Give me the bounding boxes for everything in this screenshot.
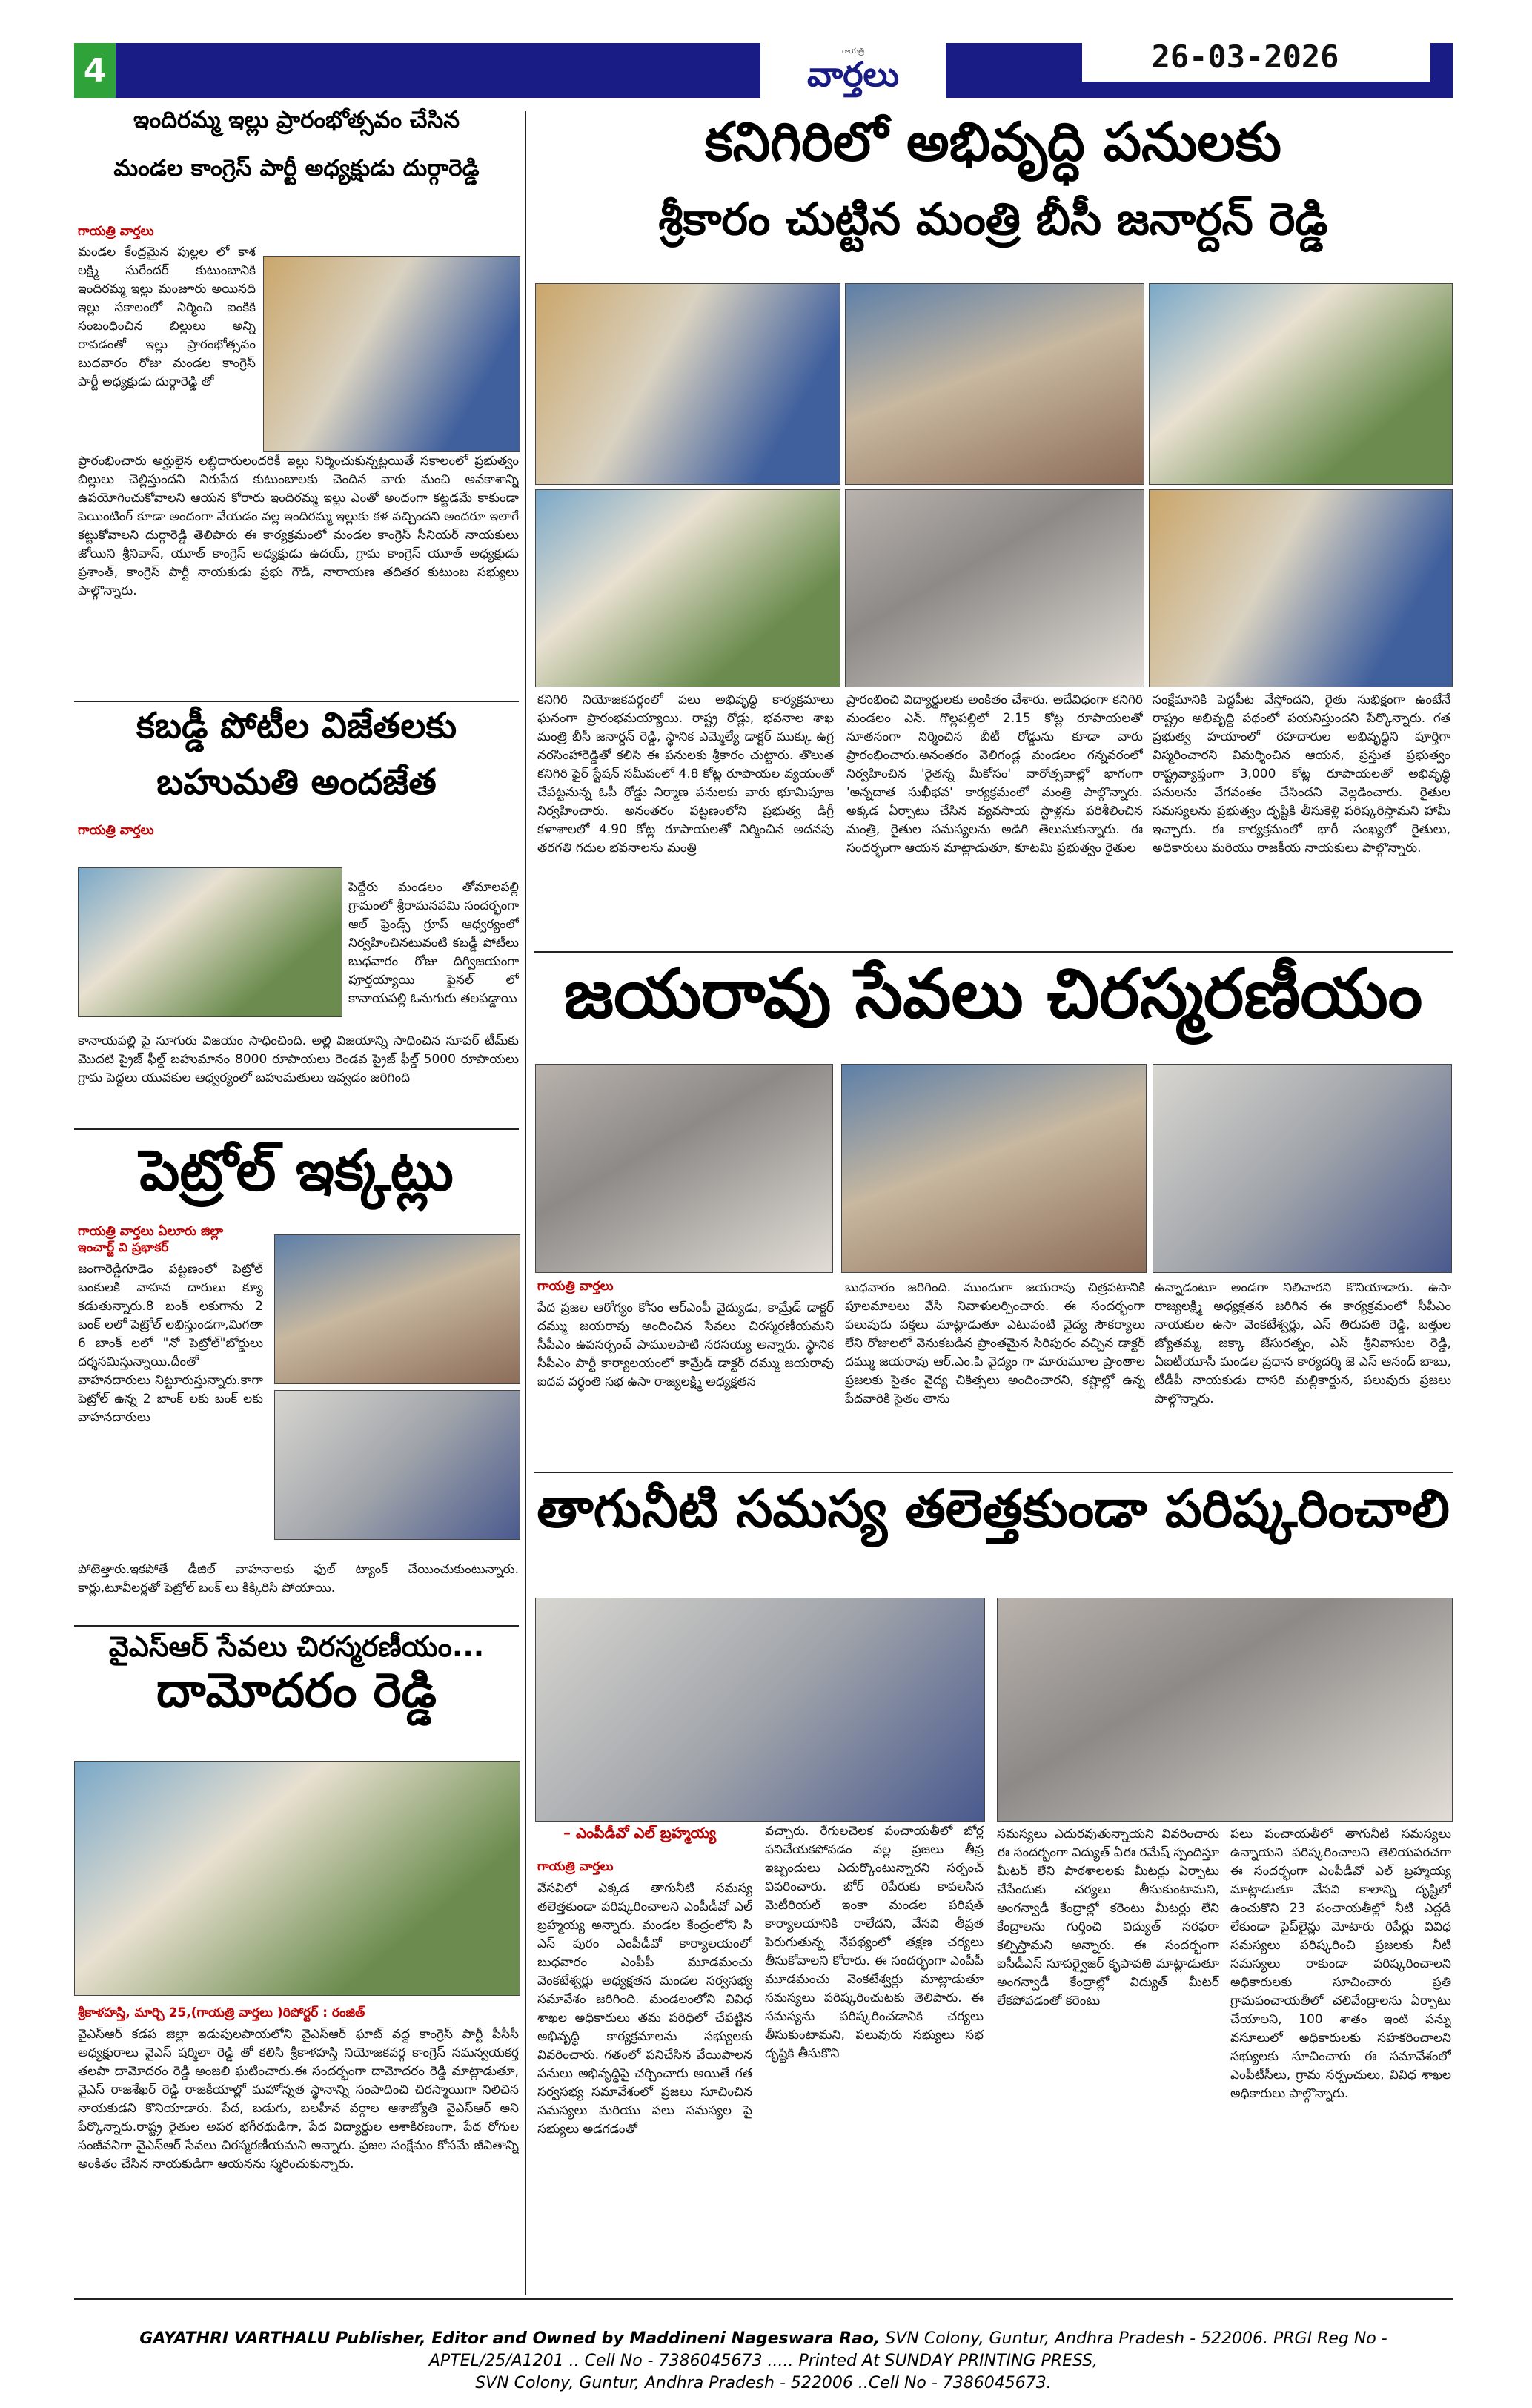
left-story2-headline-1: కబడ్డీ పోటీల విజేతలకు bbox=[136, 705, 457, 747]
left-story1-photo bbox=[263, 256, 520, 452]
left-story2-body-top: పెద్దేరు మండలం తోమాలపల్లి గ్రామంలో శ్రీరామనవమి సందర్భంగా ఆల్ ఫ్రెండ్స్ గ్రూప్ ఆధ్వర్యంలో నిర్వహించినటువంటి కబడ్డీ పోటీలు బుధవారం రోజు దిగ్విజయంగా పూర్తయ్యాయి ఫైనల్ లో కానాయపల్లి ఓనుగురు తలపడ్డాయి bbox=[348, 880, 519, 1006]
separator bbox=[74, 1128, 519, 1130]
left-story4-photo bbox=[74, 1761, 520, 1996]
left-story4-body: వైఎస్ఆర్ కడప జిల్లా ఇడుపులపాయలోని వైఎస్ఆర్ ఘాట్ వద్ద కాంగ్రెస్ పార్టీ పీసీసీ అధ్యక్షురాలు వైఎస్ షర్మిలా రెడ్డి తో కలిసి శ్రీకాళహస్తి నియోజకవర్గ కాంగ్రెస్ సమన్వయకర్త తలపా దామోదరం రెడ్డి అంజలి ఘటించారు.ఈ సందర్భంగా దామోదరం రెడ్డి మాట్లాడుతూ, వైఎస్ రాజశేఖర్ రెడ్డి రాజకీయాల్లో మహోన్నత స్థానాన్ని సంపాదించి చిరస్మాయిగా నిలిచిన నాయకుడని కొనియాడారు. పేద, బడుగు, బలహీన వర్గాల ఆశాజ్యోతి వైఎస్ఆర్ అని పేర్కొన్నారు.రాష్ట్ర రైతుల అపర భగీరథుడిగా, పేద విద్యార్థుల ఆశాకిరణంగా, పేద రోగుల సంజీవనిగా వైఎస్ఆర్ సేవలు చిరస్మరణీయమని అన్నారు. ప్రజల సంక్షేమం కోసమే జీవితాన్ని అంకితం చేసిన నాయకుడిగా ఆయనను స్మరించుకున్నారు. bbox=[78, 2027, 519, 2172]
logo-text: వార్తలు bbox=[806, 54, 900, 94]
left-story1-body-bottom: ప్రారంభించారు అర్హులైన లబ్ధిదారులందరికీ ఇల్లు నిర్మించుకున్నట్లయితే సకాలంలో ప్రభుత్వం బిల్లులు చెల్లిస్తుందని నిరుపేద కుటుంబాలకు చెందిన వారు మంచి అవకాశాన్ని ఉపయోగించుకోవాలని ఆయన కోరారు ఇందిరమ్మ ఇల్లు ఎంతో అందంగా కట్టడమే కాకుండా పెయింటింగ్ కూడా అందంగా వేయడం వల్ల ఇందిరమ్మ ఇల్లుకు కళ వచ్చిందని అందరూ ఇలాగే కట్టుకోవాలని దుర్గారెడ్డి తెలిపారు ఈ కార్యక్రమంలో మండల కాంగ్రెస్ సీనియర్ నాయకులు జోయిని శ్రీనివాస్, యూత్ కాంగ్రెస్ అధ్యక్షుడు ఉదయ్, గ్రామ కాంగ్రెస్ యూత్ అధ్యక్షుడు ప్రశాంత్, కాంగ్రెస్ పార్టీ నాయకుడు ప్రభు గౌడ్, నారాయణ తదితర కుటుంబ సభ్యులు పాల్గొన్నారు. bbox=[78, 454, 519, 598]
right-story3-col4: పలు పంచాయతీలో తాగునీటి సమస్యలు ఉన్నాయని పరిష్కరించాలని తెలియపరచగా ఈ సందర్భంగా ఎంపీడీవో ఎల్ బ్రహ్మయ్య మాట్లాడుతూ వేసవి కాలాన్ని దృష్టిలో ఉంచుకొని 23 పంచాయతీల్లో నీటి ఎద్దడి లేకుండా పైప్‌లైన్లు మోటారు రిపేర్లు వివిధ సమస్యలు పరిష్కరించి ప్రజలకు నీటి సమస్యలు రాకుండా పరిష్కరించాలని అధికారులకు సూచించారు ప్రతి గ్రామపంచాయతీలో చలివేంద్రాలను ఏర్పాటు చేయాలని, 100 శాతం ఇంటి పన్ను వసూలులో అధికారులకు సహకరించాలని సభ్యులకు సూచించారు ఈ సమావేశంలో ఎంపీటీసీలు, గ్రామ సర్పంచులు, వివిధ శాఖల అధికారులు పాల్గొన్నారు. bbox=[1230, 1827, 1451, 2101]
left-story3-photo-2 bbox=[274, 1390, 520, 1540]
left-story1-headline-1: ఇందిరమ్మ ఇల్లు ప్రారంభోత్సవం చేసిన bbox=[133, 107, 460, 133]
right-story2-headline: జయరావు సేవలు చిరస్మరణీయం bbox=[563, 954, 1423, 1033]
left-story2-byline: గాయత్రి వార్తలు bbox=[78, 823, 154, 838]
left-story2-headline-2: బహుమతి అందజేత bbox=[156, 761, 437, 803]
right-story3-col2: వచ్చారు. రేగులచెలక పంచాయతీలో బోర్ల పనిచేయకపోవడం వల్ల ప్రజలు తీవ్ర ఇబ్బందులు ఎదుర్కొంటున్నారని సర్పంచ్ వివరించారు. బోర్ రిపేరుకు కావలసిన మెటీరియల్ ఇంకా మండల పరిషత్ కార్యాలయానికి రాలేదని, వేసవి తీవ్రత పెరుగుతున్న నేపథ్యంలో తక్షణ చర్యలు తీసుకోవాలని కోరారు. ఈ సందర్భంగా ఎంపీపీ మూడమంచు వెంకటేశ్వర్లు మాట్లాడుతూ సమస్యలు పరిష్కరించుటకు తెలిపారు. ఈ సమస్యను పరిష్కరించడానికి చర్యలు తీసుకుంటామని, పలువురు సభ్యులు సభ దృష్టికి తీసుకొని bbox=[765, 1824, 984, 2061]
column-divider bbox=[525, 111, 526, 2295]
right-story3-headline: తాగునీటి సమస్య తలెత్తకుండా పరిష్కరించాలి bbox=[537, 1478, 1450, 1539]
right-story1-photo-1 bbox=[535, 283, 840, 485]
right-story2-col2: బుధవారం జరిగింది. ముందుగా జయరావు చిత్రపటానికి పూలమాలలు వేసి నివాళులర్పించారు. ఈ సందర్భంగా పలువురు వక్తలు మాట్లాడుతూ ఎటువంటి వైద్య సౌకర్యాలు లేని రోజులలో వెనుకబడిన ప్రాంతమైన సిరిపురం వచ్చిన డాక్టర్ దమ్ము జయరావు ఆర్.ఎం.పి వైద్యం గా మారుమూల ప్రాంతాల ప్రజలకు సైతం వైద్య చికిత్సలు అందించారని, కష్టాల్లో ఉన్న పేదవారికి సైతం తాను bbox=[845, 1280, 1145, 1406]
right-story1-photo-4 bbox=[535, 489, 840, 687]
imprint-footer bbox=[74, 2328, 1453, 2395]
footer-rule bbox=[74, 2298, 1453, 2300]
right-story2-byline: గాయత్రి వార్తలు bbox=[537, 1279, 614, 1294]
right-story1-headline-2: శ్రీకారం చుట్టిన మంత్రి బీసీ జనార్దన్ రెడ్డి bbox=[658, 194, 1328, 245]
right-story1-photo-6 bbox=[1149, 489, 1453, 687]
right-story1-col1: కనిగిరి నియోజకవర్గంలో పలు అభివృద్ధి కార్యక్రమాలు ఘనంగా ప్రారంభమయ్యాయి. రాష్ట్ర రోడ్లు, భవనాల శాఖ మంత్రి బీసీ జనార్దన్ రెడ్డి, స్థానిక ఎమ్మెల్యే డాక్టర్ ముక్కు ఉగ్ర నరసింహారెడ్డితో కలిసి ఈ పనులకు శ్రీకారం చుట్టారు. తొలుత కనిగిరి ఫైర్ స్టేషన్ సమీపంలో 4.8 కోట్ల రూపాయల వ్యయంతో చేపట్టనున్న ఓపీ రోడ్డు నిర్మాణ పనులకు వారు భూమిపూజ నిర్వహించారు. అనంతరం పట్టణంలోని ప్రభుత్వ డిగ్రీ కళాశాలలో 4.90 కోట్ల రూపాయలతో నిర్మించిన అదనపు తరగతి గదుల భవనాలను మంత్రి bbox=[537, 692, 834, 856]
right-story3-col1: వేసవిలో ఎక్కడ తాగునీటి సమస్య తలెత్తకుండా పరిష్కరించాలని ఎంపీడీవో ఎల్ బ్రహ్మయ్య అన్నారు. మండల కేంద్రంలోని సి ఎస్ పురం ఎంపీడీవో కార్యాలయంలో బుధవారం ఎంపీపీ మూడమంచు వెంకటేశ్వర్లు అధ్యక్షతన మండల సర్వసభ్య సమావేశం జరిగింది. మండలంలోని వివిధ శాఖల అధికారులు తమ పరిధిలో చేపట్టిన అభివృద్ధి కార్యక్రమాలను సభ్యులకు వివరించారు. గతంలో పనిచేసిన వేయిపాలన పనులు అభివృద్ధిపై చర్చించారు అయితే గత సర్వసభ్య సమావేశంలో ప్రజలు సూచించిన సమస్యలు మరియు పలు సమస్యల పై సభ్యులు అడగడంతో bbox=[537, 1881, 752, 2137]
right-story1-photo-5 bbox=[845, 489, 1144, 687]
separator bbox=[74, 1625, 519, 1627]
left-story4-byline: శ్రీకాళహస్తి, మార్చి 25,(గాయత్రి వార్తలు )రిపోర్టర్ : రంజిత్ bbox=[78, 2005, 365, 2020]
separator bbox=[74, 701, 519, 702]
right-story1-col2: ప్రారంభించి విద్యార్థులకు అంకితం చేశారు. అదేవిధంగా కనిగిరి మండలం ఎన్. గొల్లపల్లిలో 2.15 కోట్ల రూపాయలతో నూతనంగా నిర్మించిన బీటీ రోడ్డును కూడా వారు ప్రారంభించారు.అనంతరం వెలిగండ్ల మండలం గన్నవరంలో నిర్వహించిన 'రైతన్న మీకోసం' వారోత్సవాల్లో భాగంగా 'అన్నదాత సుఖీభవ' కార్యక్రమంలో మంత్రి పాల్గొన్నారు. అక్కడ ఏర్పాటు చేసిన వ్యవసాయ స్టాళ్లను పరిశీలించిన మంత్రి, రైతుల సమస్యలను అడిగి తెలుసుకున్నారు. ఈ సందర్భంగా ఆయన మాట్లాడుతూ, కూటమి ప్రభుత్వం రైతుల bbox=[846, 692, 1143, 856]
masthead-logo bbox=[760, 37, 946, 101]
left-story1-headline-2: మండల కాంగ్రెస్ పార్టీ అధ్యక్షుడు దుర్గారెడ్డి bbox=[113, 155, 480, 182]
right-story3-byline: గాయత్రి వార్తలు bbox=[537, 1859, 614, 1874]
right-story1-col3: సంక్షేమానికి పెద్దపీట వేస్తోందని, రైతు సుభిక్షంగా ఉంటేనే రాష్ట్రం అభివృద్ధి పథంలో పయనిస్తుందని పేర్కొన్నారు. గత ప్రభుత్వ హయాంలో రహదారుల అభివృద్ధిని పూర్తిగా విస్మరించారని విమర్శించిన ఆయన, ప్రస్తుత ప్రభుత్వం రాష్ట్రవ్యాప్తంగా 3,000 కోట్ల రూపాయలతో అభివృద్ధి పనులను వేగవంతం చేసిందని వెల్లడించారు. రైతుల సమస్యలను ప్రభుత్వం దృష్టికి తీసుకెళ్లి పరిష్కరిస్తామని హామీ ఇచ్చారు. ఈ కార్యక్రమంలో భారీ సంఖ్యలో రైతులు, అధికారులు మరియు రాజకీయ నాయకులు పాల్గొన్నారు. bbox=[1153, 692, 1450, 856]
footer-line1-bold: GAYATHRI VARTHALU Publisher, Editor and Owned by Maddineni Nageswara Rao, bbox=[139, 2329, 881, 2348]
right-story1-photo-3 bbox=[1149, 283, 1453, 485]
logo-small-text: గాయత్రి bbox=[842, 47, 864, 56]
left-story3-body-bottom: పోటెత్తారు.ఇకపోతే డీజిల్ వాహనాలకు ఫుల్ ట్యాంక్ చేయించుకుంటున్నారు. కార్లు,టూవీలర్లతో పెట్రోల్ బంక్ లు కిక్కిరిసి పోయాయి. bbox=[78, 1562, 519, 1595]
right-story2-photo-2 bbox=[841, 1064, 1147, 1273]
right-story2-photo-3 bbox=[1153, 1064, 1452, 1273]
right-story3-caption: – ఎంపీడీవో ఎల్ బ్రహ్మయ్య bbox=[563, 1824, 717, 1842]
left-story3-body-top: జంగారెడ్డిగూడెం పట్టణంలో పెట్రోల్ బంకులకి వాహన దారులు క్యూ కడుతున్నారు.8 బంక్ లకుగాను 2 బంక్ లలో పెట్రోల్ లభిస్తుండగా,మిగతా 6 బాంక్ లలో "నో పెట్రోల్"బోర్డులు దర్శనమిస్తున్నాయి.దీంతో వాహనదారులు నిట్టూరుస్తున్నారు.కాగా పెట్రోల్ ఉన్న 2 బాంక్ లకు బంక్ లకు వాహనదారులు bbox=[78, 1262, 263, 1425]
left-story2-photo bbox=[78, 867, 342, 1017]
footer-line1-rest: SVN Colony, Guntur, Andhra Pradesh - 522006. PRGI Reg No - bbox=[880, 2329, 1387, 2348]
right-story2-col3: ఉన్నాడంటూ అండగా నిలిచారని కొనియాడారు. ఉసా రాజ్యలక్ష్మి అధ్యక్షతన జరిగిన ఈ కార్యక్రమంలో సీపీఎం నాయకుల ఉసా వెంకటేశ్వర్లు, ఎస్ తిరుపతి రెడ్డి, బత్తుల జ్యోతమ్మ, జక్కా జేసురత్నం, ఎస్ శ్రీనివాసుల రెడ్డి, ఏఐటీయూసీ మండల ప్రధాన కార్యదర్శి జె ఎస్ ఆనంద్ బాబు, టీడీపీ నాయకుడు దాసరి మల్లికార్జున, పలువురు ప్రజలు పాల్గొన్నారు. bbox=[1155, 1280, 1451, 1406]
issue-date: 26-03-2026 bbox=[1151, 39, 1339, 75]
right-story2-col1: పేద ప్రజల ఆరోగ్యం కోసం ఆర్ఎంపీ వైద్యుడు, కామ్రేడ్ డాక్టర్ దమ్ము జయరావు అందించిన సేవలు చిరస్మరణీయమని సీపీఎం ఉపసర్పంచ్ పాములపాటి నరసయ్య అన్నారు. స్థానిక సీపీఎం పార్టీ కార్యాలయంలో కామ్రేడ్ డాక్టర్ దమ్ము జయరావు ఐదవ వర్ధంతి సభ ఉసా రాజ్యలక్ష్మి అధ్యక్షతన bbox=[537, 1300, 834, 1389]
right-story3-col3: సమస్యలు ఎదురవుతున్నాయని వివరించారు ఈ సందర్భంగా విద్యుత్ ఏఈ రమేష్ స్పందిస్తూ మీటర్ లేని పాఠశాలలకు మీటర్లు ఏర్పాటు చేసేందుకు చర్యలు తీసుకుంటామని, అంగన్వాడీ కేంద్రాల్లో కరెంటు మీటర్లు లేని కేంద్రాలను గుర్తించి విద్యుత్ సరఫరా కల్పిస్తామని అన్నారు. ఈ సందర్భంగా ఐసీడీఎస్ సూపర్వైజర్ కృపావతి మాట్లాడుతూ అంగన్వాడీ కేంద్రాల్లో విద్యుత్ మీటర్ లేకపోవడంతో కరెంటు bbox=[997, 1827, 1219, 2008]
page-number: 4 bbox=[74, 43, 116, 98]
left-story2-body-bottom: కానాయపల్లి పై సూగురు విజయం సాధించింది. అల్లి విజయాన్ని సాధించిన సూపర్ టీమ్‌కు మొదటి ప్రైజ్ ఫీల్డ్ బహుమానం 8000 రూపాయలు రెండవ ప్రైజ్ ఫీల్డ్ 5000 రూపాయలు గ్రామ పెద్దలు యువకుల ఆధ్వర్యంలో బహుమతులు ఇవ్వడం జరిగింది bbox=[78, 1033, 519, 1085]
left-story3-headline: పెట్రోల్ ఇక్కట్లు bbox=[139, 1137, 454, 1203]
left-story3-photo-1 bbox=[274, 1234, 520, 1384]
left-story4-headline-2: దామోదరం రెడ్డి bbox=[156, 1664, 437, 1719]
right-story1-photo-2 bbox=[845, 283, 1144, 485]
right-story1-headline-1: కనిగిరిలో అభివృద్ధి పనులకు bbox=[705, 110, 1281, 173]
separator bbox=[534, 951, 1453, 953]
separator bbox=[534, 1472, 1453, 1473]
left-story3-byline: గాయత్రి వార్తలు ఏలూరు జిల్లా ఇంచార్జ్ వి ప్రభాకర్ bbox=[78, 1224, 224, 1255]
right-story3-photo-1 bbox=[535, 1598, 985, 1822]
left-story4-headline-1: వైఎస్ఆర్ సేవలు చిరస్మరణీయం... bbox=[108, 1630, 485, 1663]
right-story3-photo-2 bbox=[997, 1598, 1453, 1822]
left-story1-body-top: మండల కేంద్రమైన పుల్లల లో కాశ లక్ష్మి సురేందర్ కుటుంబానికి ఇందిరమ్మ ఇల్లు మంజూరు అయినది ఇల్లు సకాలంలో నిర్మించి ఐంకికి సంబంధించిన బిల్లులు అన్ని రావడంతో ఇల్లు ప్రారంభోత్సవం బుధవారం రోజు మండల కాంగ్రెస్ పార్టీ అధ్యక్షుడు దుర్గారెడ్డి తో bbox=[78, 245, 256, 389]
footer-line2: APTEL/25/A1201 .. Cell No - 7386045673 ..... Printed At SUNDAY PRINTING PRESS, bbox=[428, 2352, 1098, 2370]
left-story1-byline: గాయత్రి వార్తలు bbox=[78, 224, 154, 239]
right-story2-photo-1 bbox=[535, 1064, 833, 1273]
footer-line3: SVN Colony, Guntur, Andhra Pradesh - 522006 ..Cell No - 7386045673. bbox=[475, 2374, 1052, 2392]
